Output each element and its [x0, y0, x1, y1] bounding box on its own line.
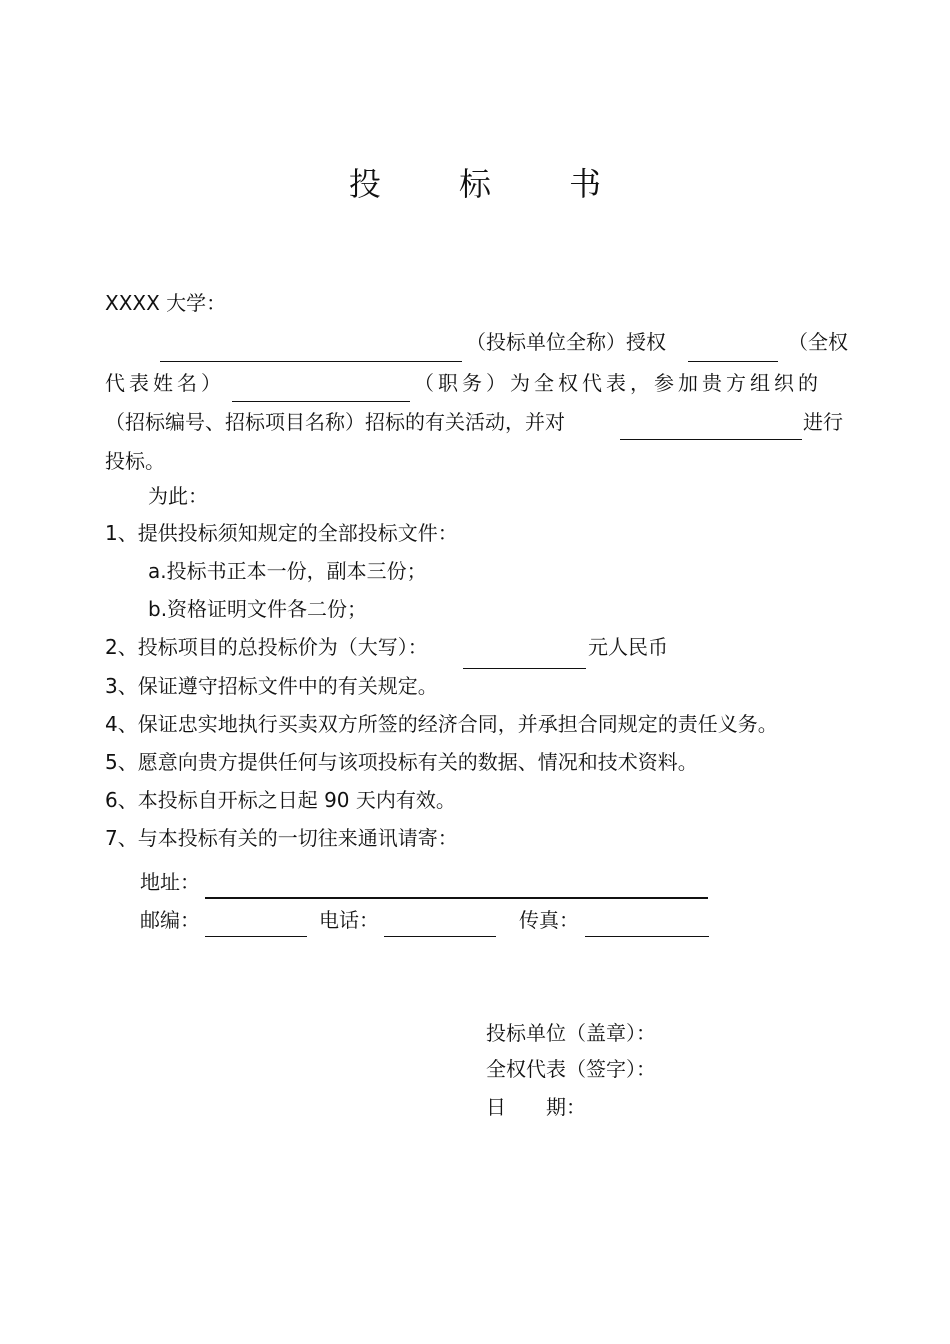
representative-signature-label: 全权代表（签字）： [486, 1057, 656, 1081]
address-blank[interactable] [205, 897, 708, 899]
price-unit: 元人民币 [588, 635, 668, 659]
address-label: 地址： [140, 870, 200, 894]
fax-blank[interactable] [585, 936, 709, 937]
postcode-blank[interactable] [205, 936, 307, 937]
representative-label-a: （全权 [788, 330, 848, 354]
item-3: 3、保证遵守招标文件中的有关规定。 [105, 674, 438, 698]
postcode-label: 邮编： [140, 908, 200, 932]
item-7: 7、与本投标有关的一切往来通讯请寄： [105, 826, 458, 850]
item-2: 2、投标项目的总投标价为（大写）： [105, 635, 428, 659]
phone-blank[interactable] [384, 936, 496, 937]
phone-label: 电话： [319, 908, 379, 932]
salutation: XXXX 大学： [105, 291, 227, 315]
therefore-text: 为此： [148, 484, 208, 508]
document-title: 投 标 书 [348, 165, 636, 203]
item-1b: b.资格证明文件各二份； [148, 597, 368, 621]
representative-name-blank[interactable] [688, 361, 778, 362]
position-blank[interactable] [232, 401, 410, 402]
item-4: 4、保证忠实地执行买卖双方所签的经济合同，并承担合同规定的责任义务。 [105, 712, 778, 736]
bidder-seal-label: 投标单位（盖章）： [486, 1021, 656, 1045]
representative-label-b: 代表姓名） [105, 371, 225, 395]
date-label: 日 期： [486, 1095, 586, 1119]
item-5: 5、愿意向贵方提供任何与该项投标有关的数据、情况和技术资料。 [105, 750, 698, 774]
bid-text: 投标。 [105, 449, 165, 473]
position-text: （职务）为全权代表，参加贵方组织的 [414, 371, 822, 395]
proceed-text: 进行 [803, 410, 843, 434]
item-6: 6、本投标自开标之日起 90 天内有效。 [105, 788, 456, 812]
tender-project-blank[interactable] [620, 439, 802, 440]
item-1: 1、提供投标须知规定的全部投标文件： [105, 521, 458, 545]
bidder-full-name-label: （投标单位全称）授权 [466, 330, 666, 354]
fax-label: 传真： [519, 908, 579, 932]
bidder-name-blank[interactable] [160, 361, 462, 362]
tender-info-text: （招标编号、招标项目名称）招标的有关活动，并对 [105, 410, 565, 434]
item-1a: a.投标书正本一份，副本三份； [148, 559, 427, 583]
bid-price-blank[interactable] [463, 668, 586, 669]
